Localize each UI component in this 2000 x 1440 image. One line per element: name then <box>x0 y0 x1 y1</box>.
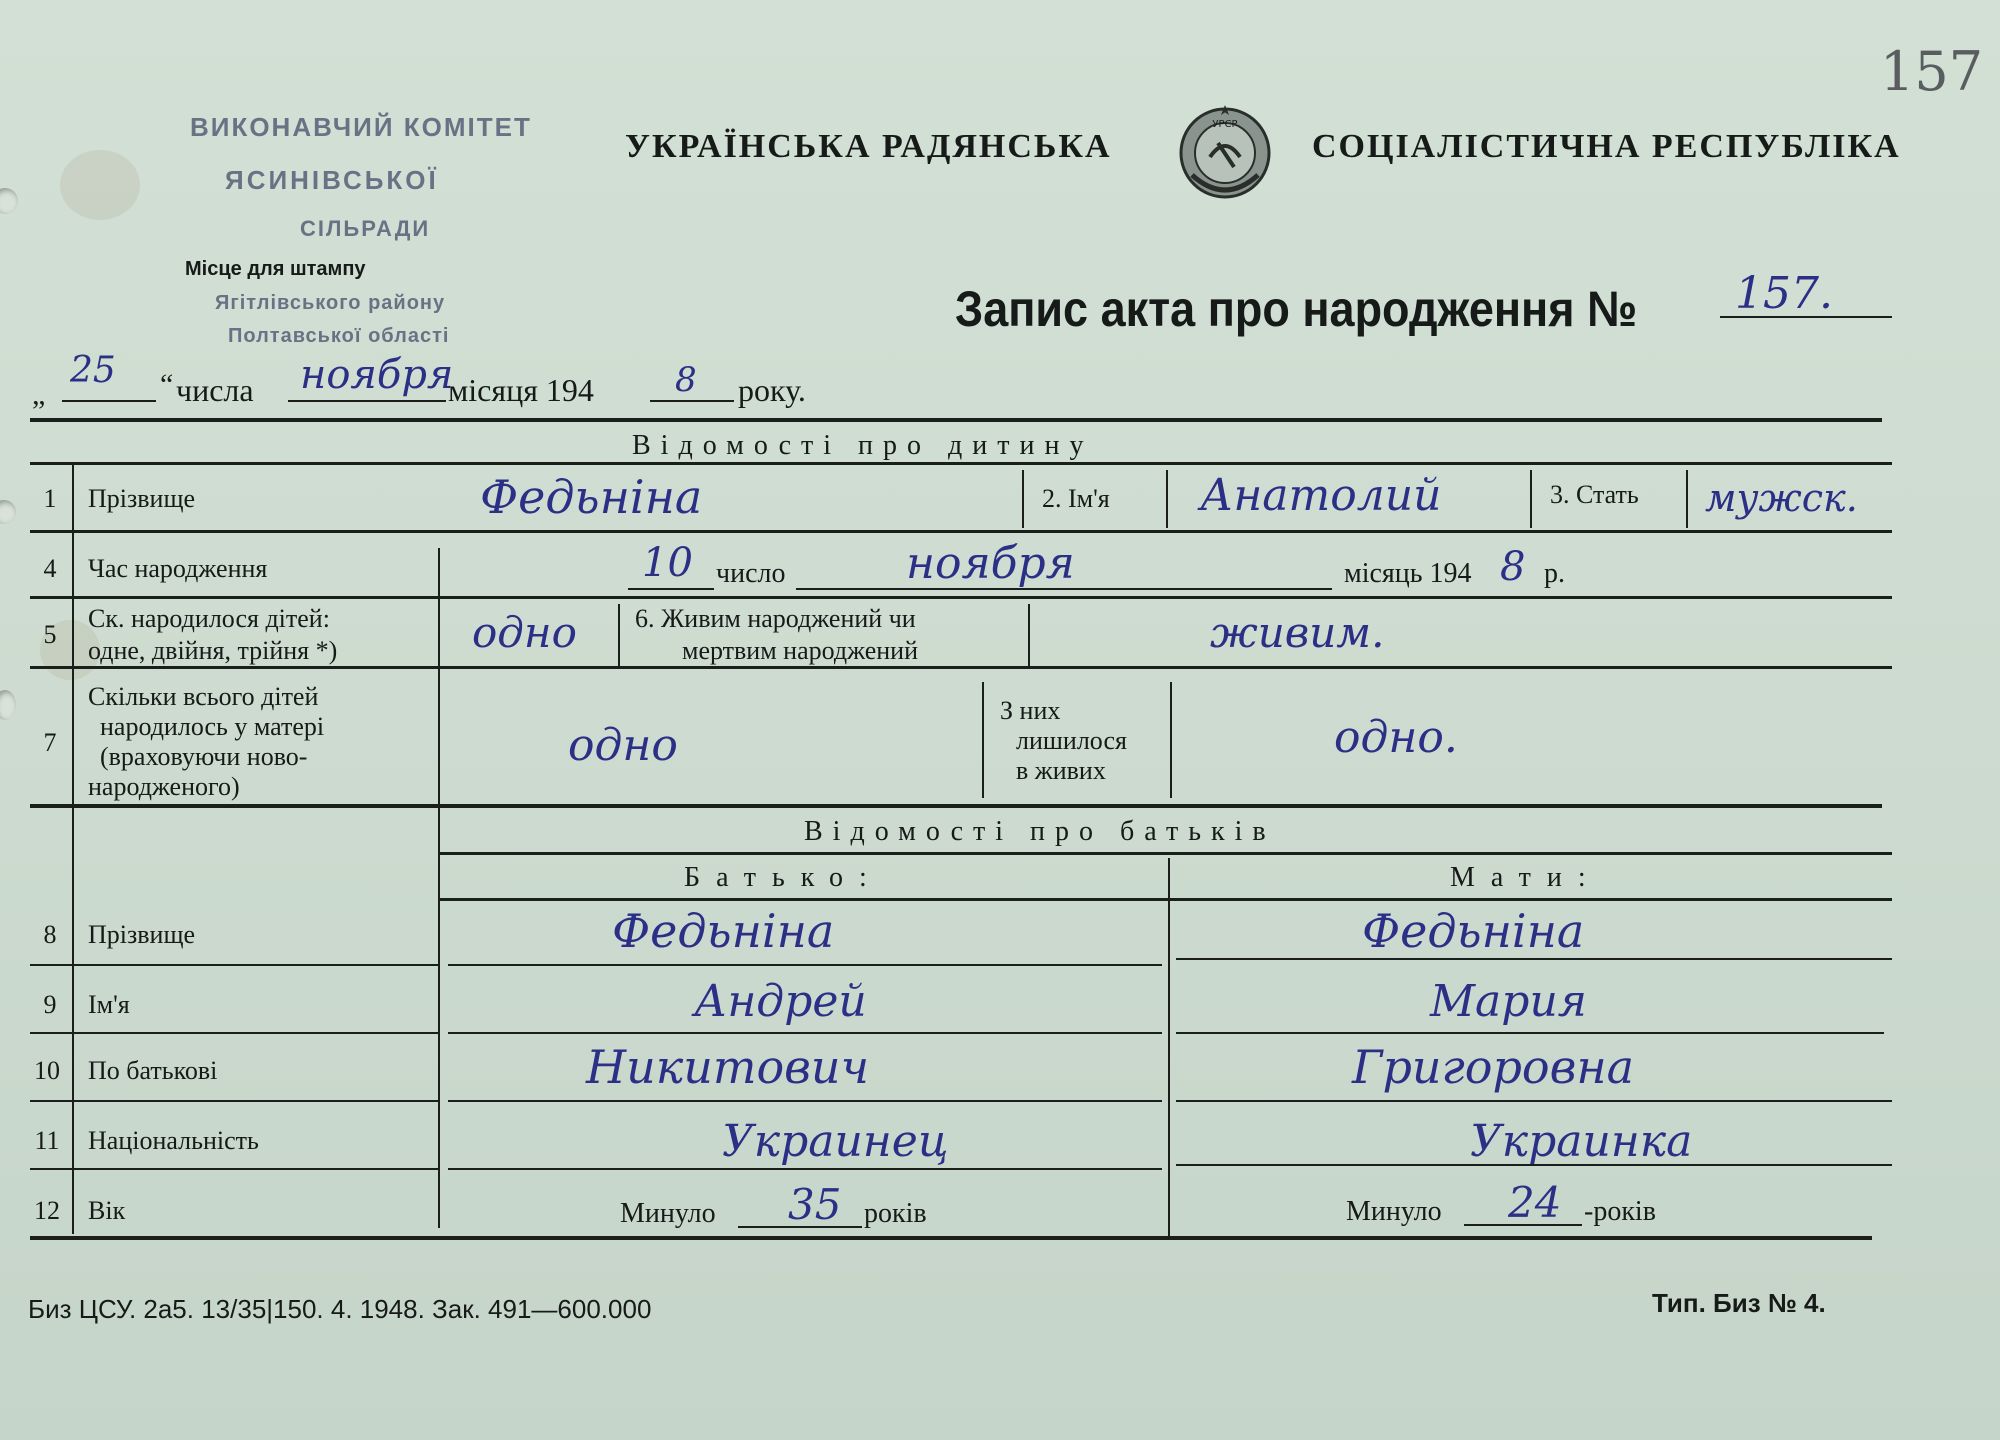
children-born-value: одно <box>472 608 577 657</box>
birth-day-label: число <box>716 558 786 589</box>
mother-name: Мария <box>1430 976 1587 1027</box>
live-born-label-1: Живим народжений чи <box>661 604 916 633</box>
live-born-label-2: мертвим народжений <box>682 636 918 665</box>
day-label: числа <box>176 372 254 408</box>
child-surname: Федьніна <box>480 470 703 524</box>
sex-label: Стать <box>1576 480 1639 509</box>
birth-year-digit: 8 <box>1500 544 1526 590</box>
archive-page-number: 157 <box>1880 40 1984 103</box>
punch-hole <box>0 500 16 524</box>
punch-hole <box>0 690 16 720</box>
father-age-prefix: Минуло <box>620 1198 716 1229</box>
punch-hole <box>0 188 18 214</box>
father-heading: Батько: <box>684 862 883 893</box>
parent-name-label: Ім'я <box>88 990 130 1019</box>
row-number: 2. <box>1042 484 1062 513</box>
registration-day: 25 <box>70 350 116 391</box>
row-number: 3. <box>1550 480 1570 509</box>
nationality-label: Національність <box>88 1126 259 1155</box>
child-sex: мужск. <box>1705 476 1858 520</box>
row-number: 10 <box>34 1056 60 1085</box>
emblem-icon <box>1170 95 1280 205</box>
surviving-label-2: лишилося <box>1016 726 1127 755</box>
live-born-value: живим. <box>1210 608 1385 657</box>
total-children-label-1: Скільки всього дітей <box>88 682 319 711</box>
mother-surname: Федьніна <box>1362 904 1585 958</box>
row-number: 12 <box>34 1196 60 1225</box>
registration-year-digit: 8 <box>675 360 697 400</box>
children-born-label-2: одне, двійня, трійня *) <box>88 636 338 665</box>
stamp-line-3: СІЛЬРАДИ <box>300 216 431 241</box>
stamp-line-1: ВИКОНАВЧИЙ КОМІТЕТ <box>190 112 532 142</box>
stamp-line-5: Ягітлівського району <box>215 292 446 314</box>
children-born-label-1: Ск. народилося дітей: <box>88 604 330 633</box>
birth-time-label: Час народження <box>88 554 268 583</box>
total-children-label-3: (враховуючи ново- <box>100 742 308 771</box>
stamp-placeholder-label: Місце для штампу <box>185 258 366 280</box>
ussr-emblem <box>1170 95 1280 205</box>
row-number: 11 <box>34 1126 60 1155</box>
father-age: 35 <box>788 1180 842 1229</box>
typography-footer: Тип. Биз № 4. <box>1652 1288 1826 1318</box>
age-label: Вік <box>88 1196 126 1225</box>
stamp-line-6: Полтавської області <box>228 325 450 347</box>
name-label: Ім'я <box>1068 484 1110 513</box>
month-label: місяця 194 <box>448 372 594 408</box>
child-name: Анатолий <box>1200 470 1442 521</box>
row-number: 9 <box>43 990 57 1019</box>
father-surname: Федьніна <box>612 904 835 958</box>
total-children-value: одно <box>568 720 678 771</box>
row-number: 1 <box>43 484 57 513</box>
mother-heading: Мати: <box>1450 862 1602 893</box>
republic-title-left: УКРАЇНСЬКА РАДЯНСЬКА <box>625 128 1112 165</box>
total-children-label-2: народилось у матері <box>100 712 325 741</box>
mother-age: 24 <box>1508 1178 1562 1227</box>
birth-record-form: 157 ВИКОНАВЧИЙ КОМІТЕТ ЯСИНІВСЬКОЇ СІЛЬРАДИ Місце для штампу Ягітлівського району Полтавської області УКРАЇНСЬКА РАДЯНСЬКА УРСР СОЦІАЛІСТИЧНА РЕСПУБЛІКА Запис акта про народження № 157. „ 25 “ числа ноября місяця 194 8 року. Відомості про дитину 1 Прізвище Федьніна 2. Ім'я Анатолий 3. Стать мужск. 4 Час народження 10 число ноября місяць 194 8 р. 5 Ск. народилося дітей: одне, двійня, трійня *) одно 6. Живим народжений чи мертвим народжений живим. 7 Скільки всього дітей народилось у матері (враховуючи ново- народженого) одно З них лишилося в живих одно. Відомості про батьків Батько: Мати: 8 Прізвище Федьніна Федьніна 9 Ім'я Андрей Мария 10 По батькові Никитович Григоровна 11 Національність Украинец Украинка 12 Вік Минуло 35 років Минуло 24 -років Биз ЦСУ. 2а5. 13/35|150. 4. 1948. Зак. 491—600.000 Тип. Биз № 4. <box>0 0 2000 1440</box>
year-label: року. <box>738 372 806 408</box>
surviving-label-1: З них <box>1000 696 1061 725</box>
surname-label: Прізвище <box>88 484 196 513</box>
birth-day: 10 <box>642 540 693 586</box>
row-number: 6. <box>635 604 655 633</box>
surviving-label-3: в живих <box>1016 756 1106 785</box>
row-number: 8 <box>43 920 57 949</box>
father-name: Андрей <box>694 976 867 1027</box>
parents-section-heading: Відомості про батьків <box>804 816 1276 847</box>
patronymic-label: По батькові <box>88 1056 218 1085</box>
record-number: 157. <box>1735 268 1833 319</box>
father-age-suffix: років <box>864 1198 927 1229</box>
republic-title-right: СОЦІАЛІСТИЧНА РЕСПУБЛІКА <box>1312 128 1901 165</box>
parent-surname-label: Прізвище <box>88 920 196 949</box>
mother-age-suffix: -років <box>1584 1196 1656 1227</box>
father-nationality: Украинец <box>722 1116 949 1167</box>
mother-patronymic: Григоровна <box>1352 1040 1635 1094</box>
row-number: 4 <box>43 554 57 583</box>
record-title: Запис акта про народження № <box>955 281 1638 337</box>
surviving-value: одно. <box>1334 712 1458 763</box>
row-number: 5 <box>43 620 57 649</box>
emblem-text: УРСР <box>1212 119 1238 130</box>
birth-year-label: р. <box>1544 558 1565 589</box>
child-section-heading: Відомості про дитину <box>632 430 1094 461</box>
print-info-footer: Биз ЦСУ. 2а5. 13/35|150. 4. 1948. Зак. 491—600.000 <box>28 1294 652 1324</box>
registration-month: ноября <box>300 352 454 398</box>
total-children-label-4: народженого) <box>88 772 240 801</box>
row-number: 7 <box>43 728 57 757</box>
mother-age-prefix: Минуло <box>1346 1196 1442 1227</box>
mother-nationality: Украинка <box>1470 1116 1693 1167</box>
birth-month: ноября <box>906 538 1075 589</box>
stamp-line-2: ЯСИНІВСЬКОЇ <box>225 165 439 195</box>
father-patronymic: Никитович <box>586 1040 870 1094</box>
birth-month-label: місяць 194 <box>1344 558 1472 589</box>
